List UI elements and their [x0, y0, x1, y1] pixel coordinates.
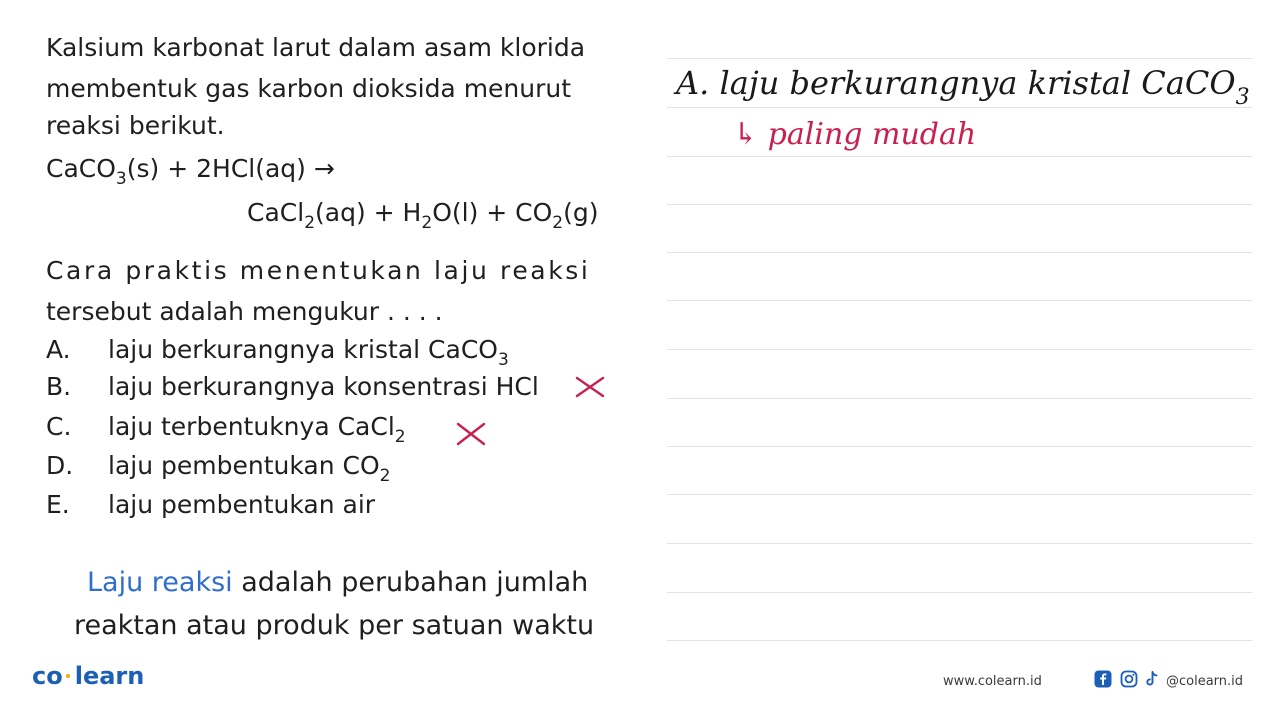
definition-line-2: reaktan atau produk per satuan waktu — [74, 610, 595, 641]
equation-products: CaCl$_2$(aq) + $H_2O(l) + CO_2(g)$ — [247, 198, 599, 233]
option-b: B. laju berkurangnya konsentrasi HCl — [46, 372, 539, 401]
definition-line-1: Laju reaksi adalah perubahan jumlah — [87, 567, 589, 598]
question-intro-line-2: membentuk gas karbon dioksida menurut — [46, 74, 572, 103]
footer-social-handle[interactable]: @colearn.id — [1166, 674, 1244, 689]
handwritten-note: ↳ paling mudah — [733, 117, 977, 152]
option-c: C. laju terbentuknya CaCl$_2$ — [46, 412, 406, 447]
tiktok-icon[interactable] — [1143, 670, 1161, 688]
instagram-icon[interactable] — [1120, 670, 1138, 688]
option-a: A. laju berkurangnya kristal CaCO$_3$ — [46, 335, 509, 370]
cross-mark-option-b — [574, 375, 606, 399]
facebook-icon[interactable] — [1094, 670, 1112, 688]
option-d: D. laju pembentukan $CO_2$ — [46, 451, 391, 486]
question-prompt-line-1: Cara praktis menentukan laju reaksi — [46, 256, 591, 285]
question-intro-line-1: Kalsium karbonat larut dalam asam klorida — [46, 33, 586, 62]
handwritten-answer: A. laju berkurangnya kristal CaCO$_3$ — [676, 64, 1250, 110]
colearn-logo: co learn — [32, 662, 145, 690]
footer-url[interactable]: www.colearn.id — [943, 674, 1042, 689]
question-intro-line-3: reaksi berikut. — [46, 111, 225, 140]
equation-reactants: CaCO$_3$(s) + 2HCl(aq) → — [46, 154, 335, 189]
cross-mark-option-c — [455, 421, 487, 447]
question-prompt-line-2: tersebut adalah mengukur . . . . — [46, 297, 443, 326]
option-e: E. laju pembentukan air — [46, 490, 376, 519]
